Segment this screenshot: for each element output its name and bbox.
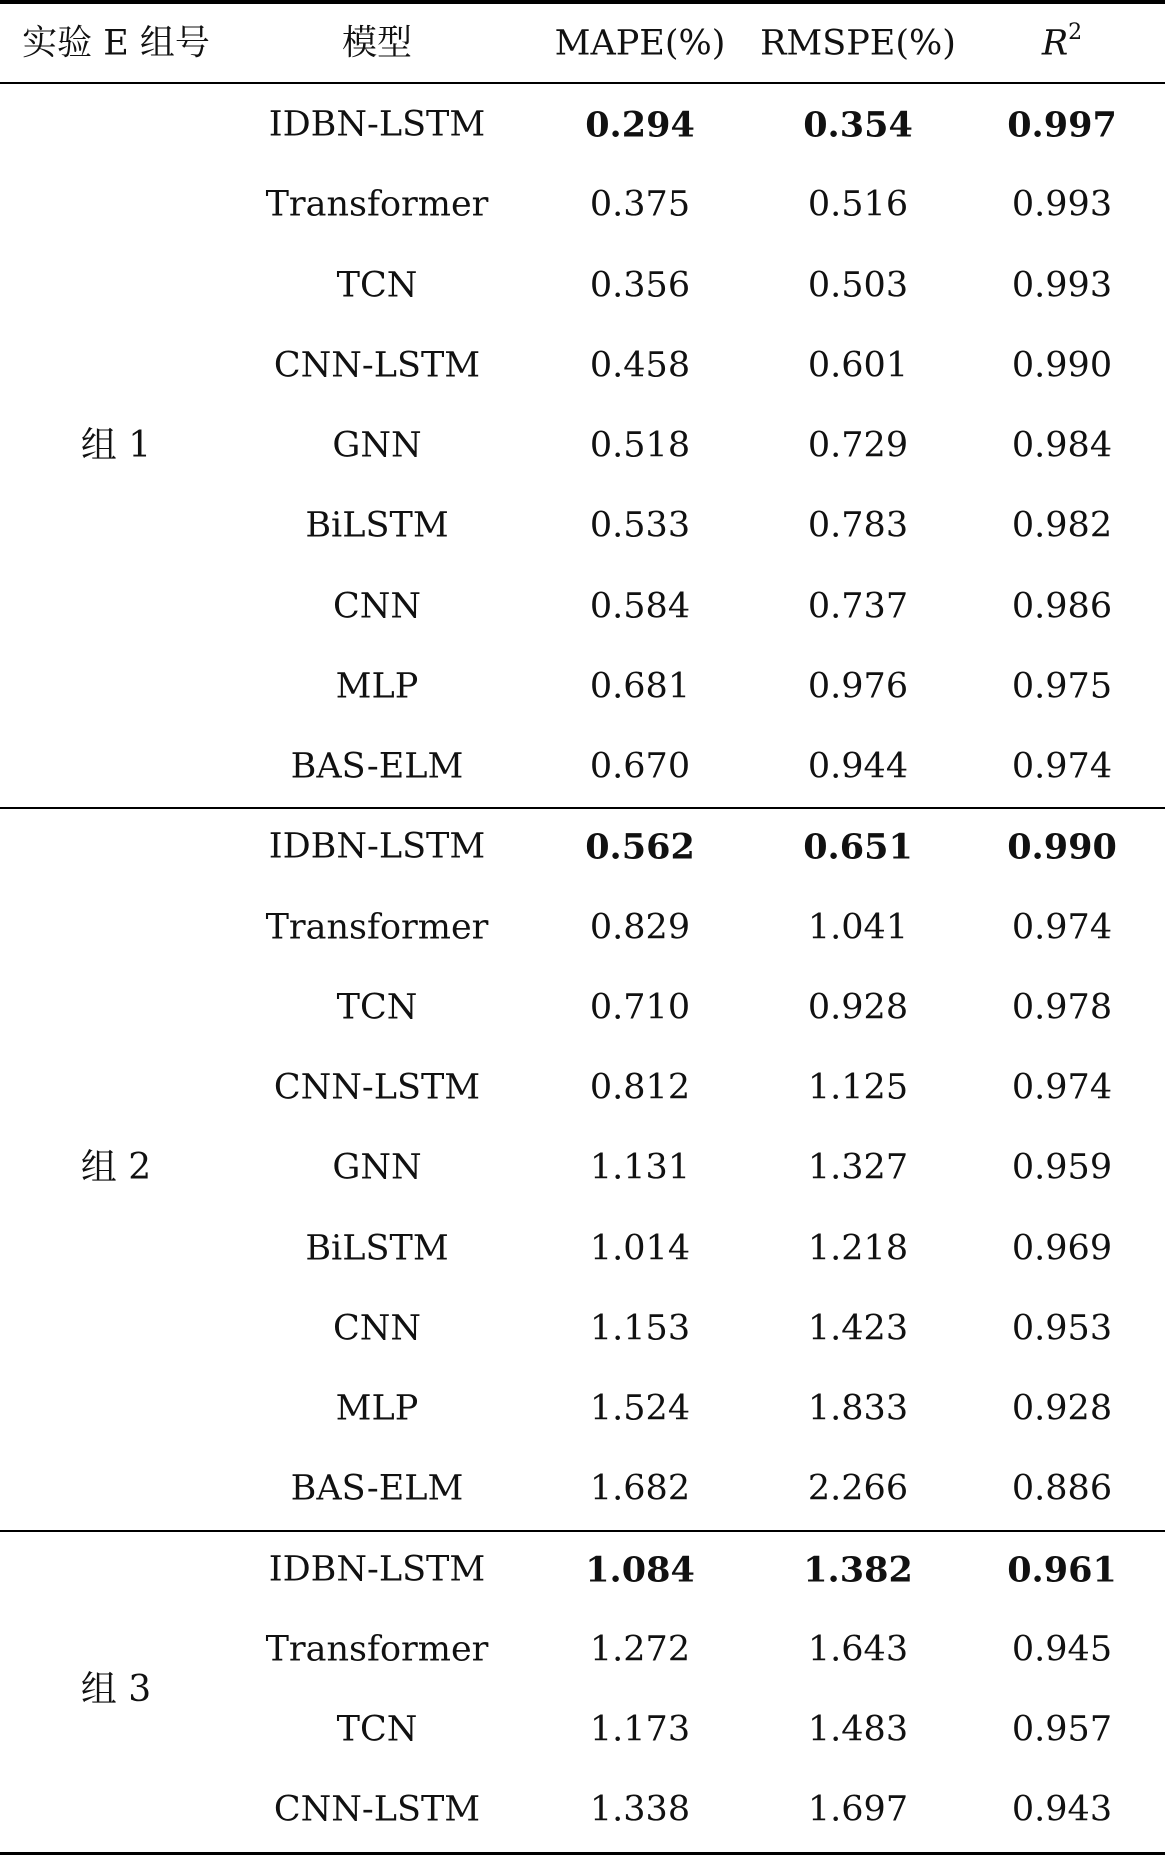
cell-rmspe: 0.783 [807,505,909,546]
cell-r-squared: 0.975 [1011,666,1113,707]
header-model: 模型 [341,23,413,64]
group-label: 组 1 [80,425,152,466]
cell-model: MLP [335,666,419,707]
cell-model: Transformer [265,184,489,225]
cell-mape: 1.084 [585,1549,695,1590]
cell-model: IDBN-LSTM [268,104,486,145]
cell-model: CNN-LSTM [273,1789,481,1830]
cell-model: BiLSTM [305,505,449,546]
cell-rmspe: 2.266 [807,1468,909,1509]
cell-r-squared: 0.974 [1011,746,1113,787]
cell-mape: 0.584 [589,586,691,626]
cell-model: IDBN-LSTM [268,826,486,867]
cell-mape: 0.681 [589,666,691,707]
table-top-rule [0,0,1165,4]
cell-mape: 1.153 [589,1308,691,1349]
group-separator-rule [0,807,1165,809]
cell-mape: 1.014 [589,1228,691,1268]
cell-model: TCN [336,1709,418,1750]
cell-model: BAS-ELM [290,746,464,787]
cell-model: TCN [336,987,418,1028]
cell-mape: 1.338 [589,1789,691,1830]
table-header-rule [0,82,1165,84]
cell-rmspe: 1.643 [807,1629,909,1670]
cell-r-squared: 0.969 [1011,1228,1113,1268]
cell-rmspe: 0.729 [807,425,909,466]
cell-mape: 0.562 [585,826,695,868]
header-r-main: R [1041,23,1069,64]
cell-model: CNN-LSTM [273,345,481,386]
cell-model: TCN [336,265,418,305]
cell-r-squared: 0.953 [1011,1308,1113,1349]
cell-r-squared: 0.928 [1011,1388,1113,1429]
cell-model: CNN [332,1308,422,1349]
table-bottom-rule [0,1852,1165,1855]
cell-model: Transformer [265,907,489,947]
cell-rmspe: 0.354 [803,104,913,146]
cell-rmspe: 1.423 [807,1308,909,1349]
cell-r-squared: 0.945 [1011,1629,1113,1670]
cell-mape: 0.375 [589,184,691,225]
header-group: 实验 E 组号 [22,23,210,64]
group-separator-rule [0,1530,1165,1532]
cell-mape: 0.294 [585,104,695,146]
cell-rmspe: 1.125 [807,1067,909,1108]
cell-mape: 1.524 [589,1388,691,1429]
cell-rmspe: 0.503 [807,265,909,305]
cell-rmspe: 1.483 [807,1709,909,1750]
cell-model: BAS-ELM [290,1468,464,1509]
cell-r-squared: 0.943 [1011,1789,1113,1830]
cell-r-squared: 0.974 [1011,1067,1113,1108]
cell-rmspe: 0.516 [807,184,909,225]
cell-r-squared: 0.984 [1011,425,1113,466]
cell-r-squared: 0.982 [1011,505,1113,546]
cell-model: BiLSTM [305,1228,449,1268]
cell-r-squared: 0.886 [1011,1468,1113,1509]
cell-r-squared: 0.990 [1011,345,1113,386]
cell-r-squared: 0.997 [1007,104,1117,146]
cell-model: MLP [335,1388,419,1429]
cell-mape: 0.356 [589,265,691,305]
cell-r-squared: 0.993 [1011,184,1113,225]
cell-r-squared: 0.993 [1011,265,1113,305]
cell-mape: 0.518 [589,425,691,466]
cell-model: CNN-LSTM [273,1067,481,1108]
cell-r-squared: 0.957 [1011,1709,1113,1750]
cell-rmspe: 1.218 [807,1228,909,1268]
header-mape: MAPE(%) [554,23,726,64]
header-r-squared [1041,20,1083,64]
header-rmspe: RMSPE(%) [760,23,956,64]
cell-mape: 1.272 [589,1629,691,1670]
cell-rmspe: 0.737 [807,586,909,626]
cell-mape: 0.829 [589,907,691,947]
cell-r-squared: 0.959 [1011,1147,1113,1188]
cell-mape: 1.131 [589,1147,691,1188]
cell-mape: 0.458 [589,345,691,386]
cell-model: IDBN-LSTM [268,1549,486,1589]
cell-model: Transformer [265,1629,489,1670]
cell-rmspe: 1.697 [807,1789,909,1830]
cell-r-squared: 0.974 [1011,907,1113,947]
cell-mape: 0.710 [589,987,691,1028]
header-r-sup: 2 [1068,20,1083,46]
cell-rmspe: 0.944 [807,746,909,787]
cell-mape: 1.173 [589,1709,691,1750]
cell-rmspe: 1.382 [803,1549,913,1590]
cell-r-squared: 0.961 [1007,1549,1117,1590]
cell-mape: 0.670 [589,746,691,787]
group-label: 组 3 [80,1668,152,1710]
cell-mape: 0.533 [589,505,691,546]
cell-model: GNN [332,1147,422,1188]
group-label: 组 2 [80,1147,152,1189]
cell-rmspe: 0.928 [807,987,909,1028]
cell-r-squared: 0.990 [1007,826,1117,868]
cell-model: GNN [332,425,422,466]
cell-rmspe: 0.651 [803,826,913,868]
cell-r-squared: 0.978 [1011,987,1113,1028]
cell-rmspe: 1.327 [807,1147,909,1188]
cell-mape: 1.682 [589,1468,691,1509]
cell-model: CNN [332,586,422,626]
cell-r-squared: 0.986 [1011,586,1113,626]
cell-rmspe: 1.833 [807,1388,909,1429]
cell-rmspe: 0.976 [807,666,909,707]
cell-rmspe: 0.601 [807,345,909,386]
cell-rmspe: 1.041 [807,907,909,947]
cell-mape: 0.812 [589,1067,691,1108]
